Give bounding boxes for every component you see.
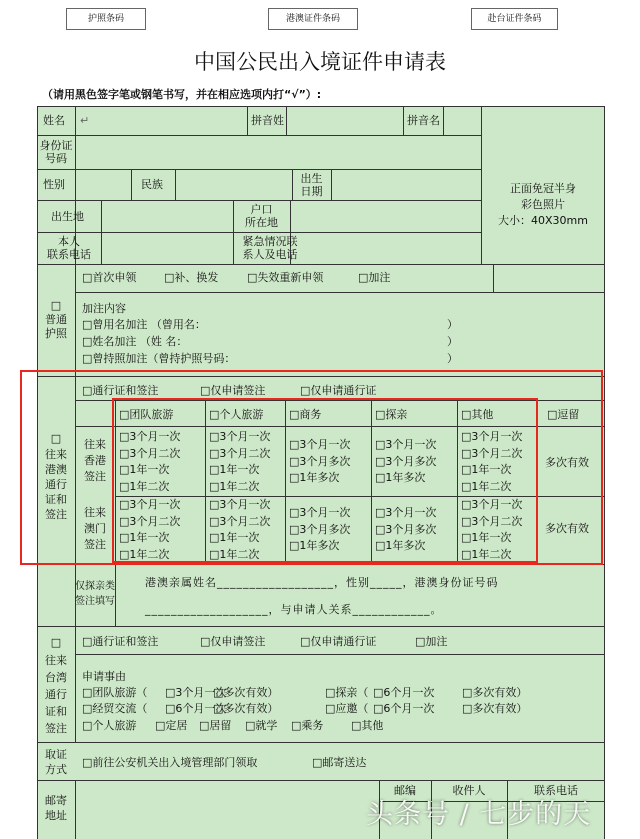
id-label-line2: 号码 [45, 152, 67, 165]
passport-option-replace[interactable]: □ 补、换发 [164, 271, 218, 284]
mo-option-3-1[interactable]: □ 3个月多次 [375, 523, 436, 536]
mo-option-4-2[interactable]: □ 1年一次 [461, 531, 511, 544]
birthplace-label: 出生地 [51, 210, 84, 223]
passport-option-reapply[interactable]: □ 失效重新申领 [247, 271, 323, 284]
mo-option-3-2[interactable]: □ 1年多次 [375, 539, 425, 552]
recipient-label: 收件人 [452, 784, 486, 797]
passport-addendum-name[interactable]: □ 姓名加注 （姓 名： [82, 335, 187, 348]
mo-option-0-3[interactable]: □ 1年二次 [119, 548, 169, 561]
mo-option-4-0[interactable]: □ 3个月一次 [461, 498, 522, 511]
hk-option-4-3[interactable]: □ 1年二次 [461, 480, 511, 493]
mo-multiple-entry: 多次有效 [545, 522, 589, 535]
mailing-label-line2: 地址 [45, 809, 67, 822]
taiwan-reason-1-5[interactable]: □ 多次有效） [462, 702, 527, 715]
hkmo-label-line3: 通行 [45, 478, 67, 491]
passport-addendum-close-2: ） [447, 335, 458, 348]
hk-option-0-0[interactable]: □ 3个月一次 [119, 430, 180, 443]
taiwan-reason-1-4[interactable]: □ 6个月一次 [373, 702, 434, 715]
mo-option-4-3[interactable]: □ 1年二次 [461, 548, 511, 561]
taiwan-reason-0-5[interactable]: □ 多次有效） [462, 686, 527, 699]
birth-date-label-line1: 出生 [300, 172, 323, 185]
taiwan-reason-1-0[interactable]: □ 经贸交流（ [82, 702, 147, 715]
taiwan-reason-title: 申请事由 [82, 670, 126, 683]
hk-label-line2: 香港 [84, 454, 106, 467]
passport-addendum-title: 加注内容 [82, 302, 126, 315]
taiwan-barcode-box [471, 8, 558, 30]
ethnicity-label: 民族 [141, 178, 163, 191]
page-title: 中国公民出入境证件申请表 [194, 50, 446, 74]
hukou-label-line1: 户口 [250, 203, 273, 216]
pickup-label-line1: 取证 [45, 748, 67, 761]
hkmo-checkbox[interactable]: □ [50, 432, 62, 445]
taiwan-option-permit[interactable]: □ 仅申请通行证 [300, 635, 376, 648]
birth-date-label-line2: 日期 [300, 185, 323, 198]
mo-label-line2: 澳门 [84, 522, 106, 535]
passport-addendum-former-name[interactable]: □ 曾用名加注 （曾用名： [82, 318, 206, 331]
hk-option-1-0[interactable]: □ 3个月一次 [209, 430, 270, 443]
passport-barcode-box [66, 8, 146, 30]
taiwan-reason-2-0[interactable]: □ 个人旅游 [82, 719, 136, 732]
hk-option-3-0[interactable]: □ 3个月一次 [375, 438, 436, 451]
highlight-inner-frame [112, 398, 538, 563]
taiwan-reason-2-2[interactable]: □ 居留 [199, 719, 231, 732]
mo-label-line1: 往来 [84, 506, 106, 519]
mo-option-2-1[interactable]: □ 3个月多次 [289, 523, 350, 536]
hk-label-line1: 往来 [84, 438, 106, 451]
name-label: 姓名 [43, 114, 65, 127]
relative-label-line1: 仅探亲类 [75, 581, 115, 592]
taiwan-checkbox[interactable]: □ [50, 636, 62, 649]
hkmo-option-endorsement[interactable]: □ 仅申请签注 [200, 384, 265, 397]
hkmo-category-stay[interactable]: □ 逗留 [547, 408, 579, 421]
phone-label-line2: 联系电话 [47, 248, 91, 261]
hk-option-0-1[interactable]: □ 3个月二次 [119, 447, 180, 460]
taiwan-reason-2-4[interactable]: □ 乘务 [291, 719, 323, 732]
application-form: 姓名 ↵ 拼音姓 拼音名 身份证 号码 性别 民族 出生 日期 出生地 户口 所在地 本人 联系电话 紧急情况联 系人及电话 正面免冠半身 彩色照片 大小：40X30mm □ 普通 护照 □ 首次申领 □ 补、换发 □ 失效重新申领 □ 加注 加注内容 □ 曾用名加注 （曾用名： ） □ 姓名加注 （姓 名： ） □ 曾持照加注（曾持护照号码： ） □ 往来 港澳 通行 证和 签注 □ 通行证和签注 □ 仅申请签注 □ 仅申请通行证 □ 团队旅游 □ 个人旅游 □ 商务 □ 探亲 □ 其他 □ 逗留 往来 香港 签注 往来 澳门 签注 □ 3个月一次 □ 3个月二次 □ 1年一次 □ 1年二次 □ 3个月一次 □ 3个月二次 □ 1年一次 □ 1年二次 □ 3个月一次 □ 3个月多次 □ 1年多次 □ 3个月一次 □ 3个月多次 □ 1年多次 □ 3个月一次 □ 3个月二次 □ 1年一次 □ 1年二次 □ 3个月一次 □ 3个月二次 □ 1年一次 □ 1年二次 □ 3个月一次 □ 3个月二次 □ 1年一次 □ 1年二次 □ 3个月一次 □ 3个月多次 □ 1年多次 □ 3个月一次 □ 3个月多次 □ 1年多次 □ 3个月一次 □ 3个月二次 □ 1年一次 □ 1年二次 多次有效 多次有效 仅探亲类 签注填写 港澳亲属姓名__________________，性别_____，港澳身份证号码 ___________________，与申请人关系____________。 □ 往来 台湾 通行 证和 签注 □ 通行证和签注 □ 仅申请签注 □ 仅申请通行证 □ 加注 申请事由 □ 团队旅游（ □ 3个月一次 □ 多次有效） □ 探亲（ □ 6个月一次 □ 多次有效） □ 经贸交流（ □ 6个月一次 □ 多次有效） □ 应邀（ □ 6个月一次 □ 多次有效） □ 个人旅游 □ 定居 □ 居留 □ 就学 □ 乘务 □ 其他 取证 方式 □ 前往公安机关出入境管理部门领取 □ 邮寄送达 邮寄 地址 邮编 收件人 联系电话 [37, 106, 605, 839]
taiwan-label-line4: 证和 [45, 705, 67, 718]
hk-option-3-2[interactable]: □ 1年多次 [375, 471, 425, 484]
hk-label-line3: 签注 [84, 470, 106, 483]
passport-option-first[interactable]: □ 首次申领 [82, 271, 136, 284]
passport-label-line1: 普通 [45, 313, 67, 326]
hkmo-label-line2: 港澳 [45, 463, 67, 476]
taiwan-reason-0-1[interactable]: □ 3个月一次 [165, 686, 226, 699]
watermark: 头条号 / 七步的天 [366, 799, 592, 830]
mo-option-0-0[interactable]: □ 3个月一次 [119, 498, 180, 511]
mo-option-4-1[interactable]: □ 3个月二次 [461, 515, 522, 528]
taiwan-reason-1-3[interactable]: □ 应邀（ [325, 702, 368, 715]
taiwan-reason-1-1[interactable]: □ 6个月一次 [165, 702, 226, 715]
mo-option-0-2[interactable]: □ 1年一次 [119, 531, 169, 544]
taiwan-reason-2-3[interactable]: □ 就学 [245, 719, 277, 732]
given-pinyin-label: 拼音名 [407, 114, 440, 127]
pickup-option-mail[interactable]: □ 邮寄送达 [312, 756, 366, 769]
hk-option-4-1[interactable]: □ 3个月二次 [461, 447, 522, 460]
hkmo-label-line1: 往来 [45, 448, 67, 461]
pickup-label-line2: 方式 [45, 763, 67, 776]
id-label-line1: 身份证 [39, 139, 73, 152]
photo-line1: 正面免冠半身 [510, 182, 576, 195]
hk-option-2-0[interactable]: □ 3个月一次 [289, 438, 350, 451]
taiwan-option-both[interactable]: □ 通行证和签注 [82, 635, 158, 648]
pickup-option-office[interactable]: □ 前往公安机关出入境管理部门领取 [82, 756, 257, 769]
hk-option-0-2[interactable]: □ 1年一次 [119, 463, 169, 476]
postcode-label: 邮编 [394, 784, 416, 797]
taiwan-reason-2-5[interactable]: □ 其他 [351, 719, 383, 732]
hkmo-option-permit[interactable]: □ 仅申请通行证 [300, 384, 376, 397]
mailing-label-line1: 邮寄 [45, 794, 67, 807]
instruction: （请用黑色签字笔或钢笔书写，并在相应选项内打“√”）: [42, 88, 322, 101]
photo-line2: 彩色照片 [521, 198, 565, 211]
taiwan-reason-0-2[interactable]: □ 多次有效） [213, 686, 278, 699]
passport-option-addendum[interactable]: □ 加注 [358, 271, 390, 284]
passport-addendum-close-1: ） [447, 318, 458, 331]
hk-multiple-entry: 多次有效 [545, 456, 589, 469]
hkmo-category-individual[interactable]: □ 个人旅游 [209, 408, 263, 421]
mo-option-2-0[interactable]: □ 3个月一次 [289, 506, 350, 519]
passport-addendum-close-3: ） [447, 352, 458, 365]
mo-option-0-1[interactable]: □ 3个月二次 [119, 515, 180, 528]
hk-option-0-3[interactable]: □ 1年二次 [119, 480, 169, 493]
mo-option-2-2[interactable]: □ 1年多次 [289, 539, 339, 552]
taiwan-option-addendum[interactable]: □ 加注 [415, 635, 447, 648]
hkmo-option-both[interactable]: □ 通行证和签注 [82, 384, 158, 397]
mo-option-1-3[interactable]: □ 1年二次 [209, 548, 259, 561]
hkmo-barcode-label: 港澳证件条码 [285, 14, 340, 24]
hukou-label-line2: 所在地 [245, 216, 278, 229]
emergency-label-line1: 紧急情况联 [242, 235, 298, 248]
taiwan-label-line2: 台湾 [45, 671, 67, 684]
hk-option-1-1[interactable]: □ 3个月二次 [209, 447, 270, 460]
taiwan-reason-0-3[interactable]: □ 探亲（ [325, 686, 368, 699]
taiwan-reason-0-4[interactable]: □ 6个月一次 [373, 686, 434, 699]
mo-label-line3: 签注 [84, 538, 106, 551]
mo-option-1-1[interactable]: □ 3个月二次 [209, 515, 270, 528]
taiwan-label-line3: 通行 [45, 688, 67, 701]
passport-addendum-old-passport[interactable]: □ 曾持照加注（曾持护照号码： [82, 352, 235, 365]
hk-option-2-2[interactable]: □ 1年多次 [289, 471, 339, 484]
mo-option-1-2[interactable]: □ 1年一次 [209, 531, 259, 544]
taiwan-label-line1: 往来 [45, 654, 67, 667]
hk-option-1-2[interactable]: □ 1年一次 [209, 463, 259, 476]
taiwan-reason-2-1[interactable]: □ 定居 [155, 719, 187, 732]
relative-info-line1[interactable]: 港澳亲属姓名__________________，性别_____，港澳身份证号码 [145, 576, 499, 589]
hk-option-3-1[interactable]: □ 3个月多次 [375, 455, 436, 468]
passport-barcode-label: 护照条码 [87, 14, 124, 24]
gender-label: 性别 [43, 178, 65, 191]
relative-info-line2[interactable]: ___________________，与申请人关系____________。 [145, 603, 443, 616]
taiwan-option-endorsement[interactable]: □ 仅申请签注 [200, 635, 265, 648]
passport-label-line2: 护照 [45, 327, 67, 340]
taiwan-label-line5: 签注 [45, 722, 67, 735]
contact-phone-label: 联系电话 [534, 784, 578, 797]
hkmo-category-business[interactable]: □ 商务 [289, 408, 321, 421]
relative-label-line2: 签注填写 [75, 596, 115, 607]
hkmo-category-other[interactable]: □ 其他 [461, 408, 493, 421]
photo-line3: 大小：40X30mm [498, 214, 588, 227]
taiwan-barcode-label: 赴台证件条码 [487, 14, 542, 24]
hk-option-2-1[interactable]: □ 3个月多次 [289, 455, 350, 468]
taiwan-reason-0-0[interactable]: □ 团队旅游（ [82, 686, 147, 699]
hk-option-4-0[interactable]: □ 3个月一次 [461, 430, 522, 443]
surname-pinyin-label: 拼音姓 [251, 114, 284, 127]
hkmo-category-family[interactable]: □ 探亲 [375, 408, 407, 421]
hkmo-label-line5: 签注 [45, 508, 67, 521]
hkmo-category-group-tour[interactable]: □ 团队旅游 [119, 408, 173, 421]
hk-option-1-3[interactable]: □ 1年二次 [209, 480, 259, 493]
hkmo-barcode-box [268, 8, 358, 30]
taiwan-reason-1-2[interactable]: □ 多次有效） [213, 702, 278, 715]
hk-option-4-2[interactable]: □ 1年一次 [461, 463, 511, 476]
emergency-label-line2: 系人及电话 [242, 248, 298, 261]
phone-label-line1: 本人 [58, 235, 80, 248]
hkmo-label-line4: 证和 [45, 493, 67, 506]
mo-option-3-0[interactable]: □ 3个月一次 [375, 506, 436, 519]
mo-option-1-0[interactable]: □ 3个月一次 [209, 498, 270, 511]
passport-checkbox[interactable]: □ [50, 299, 62, 312]
